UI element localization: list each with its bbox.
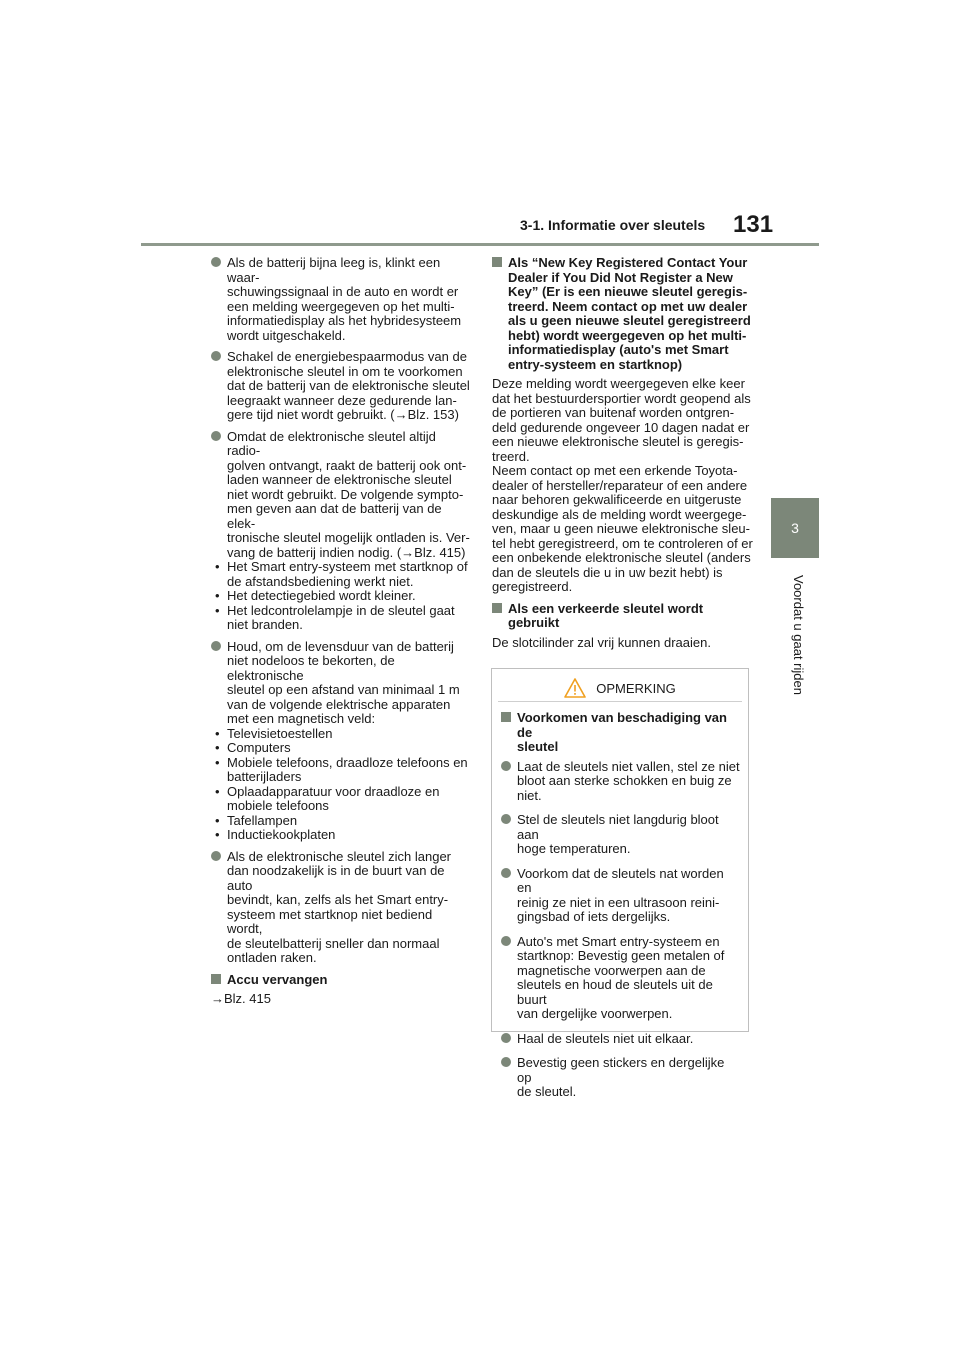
appliance-list <box>215 727 471 843</box>
heading-battery-text: Accu vervangen <box>227 971 328 987</box>
text-line: Deze melding wordt weergegeven elke keer <box>492 376 745 391</box>
right-column <box>492 256 754 657</box>
text-line: entry-systeem en startknop) <box>508 356 683 372</box>
bullet-radio-waves <box>211 430 471 561</box>
text-line: sleutel op een afstand van minimaal 1 m <box>227 682 460 697</box>
wrong-key-text <box>492 636 754 651</box>
text-line: Als een verkeerde sleutel wordt <box>508 600 704 616</box>
text-line: men geven aan dat de batterij van de elek- <box>227 501 442 531</box>
sub-list-item <box>215 589 471 604</box>
text-line: een nieuwe elektronische sleutel is geregis- <box>492 434 744 449</box>
text-line: niet. <box>517 787 542 803</box>
text-line: de afstandsbediening werkt niet. <box>227 573 414 589</box>
text-line: Als “New Key Registered Contact Your <box>508 255 748 270</box>
bullet-dot-icon <box>211 351 221 361</box>
text-line: dan noodzakelijk is in de buurt van de auto <box>227 863 445 893</box>
note-box <box>491 668 749 1099</box>
text-line: Key” (Er is een nieuwe sleutel geregis- <box>508 284 748 299</box>
text-line: niet nodeloos te bekorten, de elektronische <box>227 653 395 683</box>
text-line: Auto's met Smart entry-systeem en <box>517 933 720 949</box>
chapter-number: 3 <box>791 520 799 536</box>
text-line: Houd, om de levensduur van de batterij <box>227 638 454 654</box>
section-title: 3-1. Informatie over sleutels <box>520 217 706 233</box>
text-line: naar behoren gekwalificeerde en uitgeruste <box>492 492 742 507</box>
left-column <box>211 256 471 1014</box>
bullet-dot-icon <box>211 641 221 651</box>
sub-list-item <box>215 604 471 633</box>
section-square-icon <box>211 974 221 984</box>
heading-wrong-key <box>492 602 754 631</box>
text-line: dan de sleutels die u in uw bezit hebt) is <box>492 564 723 580</box>
sub-list-item <box>215 756 471 785</box>
text-line: startknop: Bevestig geen metalen of <box>517 948 725 963</box>
text-line: sleutel <box>517 739 559 754</box>
text-line: • Mobiele telefoons, draadloze telefoons en <box>227 754 468 770</box>
note-heading <box>501 711 740 755</box>
chapter-label: Voordat u gaat rijden <box>791 575 806 695</box>
text-line: reinig ze niet in een ultrasoon reini- <box>517 894 720 910</box>
text-line: mobiele telefoons <box>227 798 329 813</box>
new-key-text <box>492 377 754 595</box>
note-item <box>501 1032 740 1047</box>
bullet-dot-icon <box>501 868 511 878</box>
text-line: Als de elektronische sleutel zich langer <box>227 848 452 864</box>
text-line: • Computers <box>227 740 291 755</box>
bullet-near-vehicle <box>211 850 471 966</box>
lines <box>227 430 471 561</box>
text-line: ontladen raken. <box>227 950 317 965</box>
text-line: dealer of hersteller/reparateur of een andere <box>492 477 748 493</box>
text-line: met een magnetisch veld: <box>227 711 376 726</box>
section-square-icon <box>492 603 502 613</box>
text-line: tel hebt geregistreerd, om te controleren of er <box>492 535 753 551</box>
text-line: • Oplaadapparatuur voor draadloze en <box>227 783 440 799</box>
text-line: van de volgende elektrische apparaten <box>227 696 451 712</box>
note-header <box>498 675 742 702</box>
sub-list-item <box>215 741 471 756</box>
text-line: • Het detectiegebied wordt kleiner. <box>227 588 416 603</box>
bullet-dot-icon <box>501 936 511 946</box>
text-line: treerd. <box>492 448 530 464</box>
text-line: elektronische sleutel in om te voorkomen <box>227 363 463 379</box>
sub-list-item <box>215 727 471 742</box>
text-line: De slotcilinder zal vrij kunnen draaien. <box>492 634 711 650</box>
text-line: Haal de sleutels niet uit elkaar. <box>517 1030 694 1046</box>
heading-new-key <box>492 256 754 372</box>
text-line: batterijladers <box>227 769 302 784</box>
bullet-distance <box>211 640 471 727</box>
symptom-list <box>215 560 471 633</box>
text-line: deld gedurende ongeveer 10 dagen nadat er <box>492 419 750 435</box>
bullet-battery-low <box>211 256 471 343</box>
text-line: • Tafellampen <box>227 812 298 828</box>
text-line: niet branden. <box>227 617 303 632</box>
text-line: als u geen nieuwe sleutel geregistreerd <box>508 313 751 328</box>
lines <box>227 850 471 966</box>
note-item <box>501 935 740 1022</box>
lines <box>227 256 471 343</box>
text-line: hebt) wordt weergegeven op het multi- <box>508 327 747 343</box>
sub-list-item <box>215 785 471 814</box>
text-line: een onbekende elektronische sleutel (anders <box>492 550 751 565</box>
text-line: leegraakt wanneer deze gedurende lan- <box>227 392 457 408</box>
text-line: tronische sleutel mogelijk ontladen is. Ver- <box>227 530 470 545</box>
text-line: sleutels en houd de sleutels uit de buurt <box>517 977 713 1007</box>
text-line: niet wordt gebruikt. De volgende sympto- <box>227 486 464 502</box>
chapter-tab <box>771 498 819 558</box>
lines <box>508 256 754 372</box>
sub-list-item <box>215 828 471 843</box>
lines <box>227 350 471 423</box>
text-line: Omdat de elektronische sleutel altijd radio- <box>227 428 436 458</box>
bullet-energy-saving <box>211 350 471 423</box>
text-line: Bevestig geen stickers en dergelijke op <box>517 1055 725 1085</box>
text-line: de portieren van buitenaf worden ontgren- <box>492 405 735 420</box>
bullet-dot-icon <box>501 1057 511 1067</box>
bullet-dot-icon <box>501 761 511 771</box>
text-line: de sleutel. <box>517 1084 577 1099</box>
note-item <box>501 813 740 857</box>
bullet-dot-icon <box>211 851 221 861</box>
text-line: laden wanneer de elektronische sleutel <box>227 472 452 487</box>
text-line: informatiedisplay (auto's met Smart <box>508 342 729 357</box>
note-items <box>501 760 740 1100</box>
header-rule <box>141 243 819 246</box>
text-line: vang de batterij indien nodig. (→Blz. 415) <box>227 544 466 560</box>
text-line: • Het Smart entry-systeem met startknop of <box>227 559 468 574</box>
text-line: bloot aan sterke schokken en buig ze <box>517 773 732 788</box>
text-line: • Televisietoestellen <box>227 725 333 741</box>
note-title: OPMERKING <box>596 680 676 696</box>
note-item <box>501 1056 740 1100</box>
note-item <box>501 760 740 804</box>
text-line: geregistreerd. <box>492 579 573 594</box>
section-square-icon <box>501 712 511 722</box>
bullet-dot-icon <box>211 257 221 267</box>
text-line: dat het bestuurdersportier wordt geopend als <box>492 390 751 406</box>
bullet-dot-icon <box>501 1033 511 1043</box>
lines <box>508 602 754 631</box>
text-line: schuwingssignaal in de auto en wordt er <box>227 284 459 299</box>
text-line: bevindt, kan, zelfs als het Smart entry- <box>227 892 449 907</box>
text-line: deskundige als de melding wordt weergege- <box>492 506 747 522</box>
note-item <box>501 867 740 925</box>
text-line: Stel de sleutels niet langdurig bloot aan <box>517 812 719 842</box>
text-line: treerd. Neem contact op met uw dealer <box>508 298 748 314</box>
text-line: Als de batterij bijna leeg is, klinkt een waar- <box>227 255 441 285</box>
text-line: de sleutelbatterij sneller dan normaal <box>227 935 440 951</box>
text-line: golven ontvangt, raakt de batterij ook ont- <box>227 457 467 473</box>
sub-list-item <box>215 560 471 589</box>
note-body <box>492 702 748 1100</box>
section-square-icon <box>492 257 502 267</box>
lines <box>517 711 740 755</box>
text-line: Voorkomen van beschadiging van de <box>517 710 727 740</box>
heading-battery <box>211 973 471 988</box>
text-line: Laat de sleutels niet vallen, stel ze niet <box>517 758 740 774</box>
text-line: informatiedisplay als het hybridesysteem <box>227 313 462 328</box>
text-line: • Het ledcontrolelampje in de sleutel gaat <box>227 602 455 618</box>
text-line: systeem met startknop niet bediend wordt, <box>227 906 433 936</box>
text-line: dat de batterij van de elektronische sleutel <box>227 378 470 393</box>
battery-reference: →Blz. 415 <box>211 991 271 1006</box>
text-line: van dergelijke voorwerpen. <box>517 1006 673 1021</box>
page-number: 131 <box>733 211 774 238</box>
text-line: ven, maar u geen nieuwe elektronische sleu- <box>492 521 750 536</box>
text-line: gere tijd niet wordt gebruikt. (→Blz. 153) <box>227 407 459 422</box>
lines <box>227 640 471 727</box>
text-line: Schakel de energiebespaarmodus van de <box>227 349 467 364</box>
bullet-dot-icon <box>501 814 511 824</box>
text-line: wordt uitgeschakeld. <box>227 327 346 343</box>
text-line: Dealer if You Did Not Register a New <box>508 269 733 285</box>
text-line: Neem contact op met een erkende Toyota- <box>492 463 738 478</box>
text-line: Voorkom dat de sleutels nat worden en <box>517 865 724 895</box>
text-line: een melding weergegeven op het multi- <box>227 298 455 314</box>
text-line: hoge temperaturen. <box>517 841 631 856</box>
sub-list-item <box>215 814 471 829</box>
text-line: magnetische voorwerpen aan de <box>517 962 706 978</box>
text-line: gebruikt <box>508 615 560 630</box>
warning-triangle-icon <box>564 678 586 698</box>
text-line: gingsbad of iets dergelijks. <box>517 909 671 924</box>
bullet-dot-icon <box>211 431 221 441</box>
text-line: • Inductiekookplaten <box>227 827 336 842</box>
